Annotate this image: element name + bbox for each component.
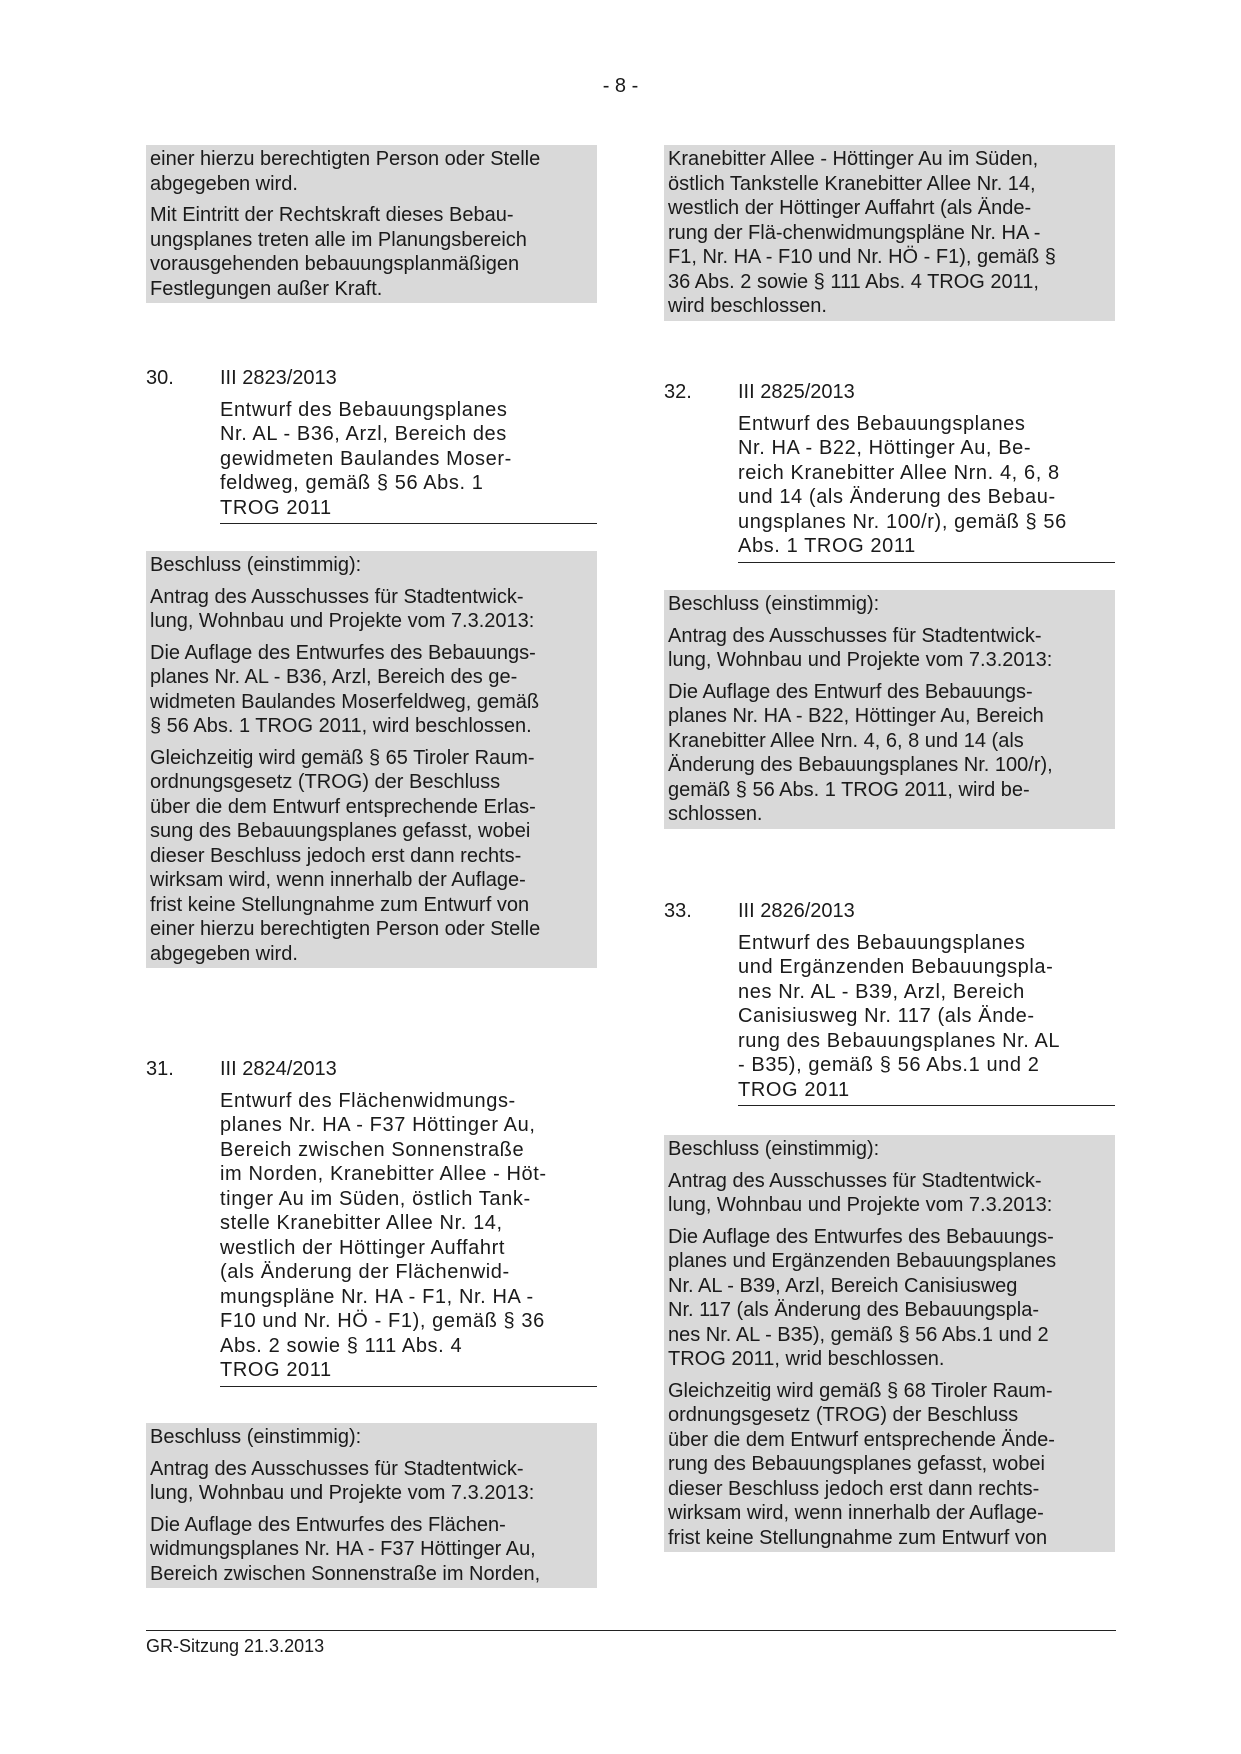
agenda-item-33 bbox=[664, 899, 1115, 1106]
continued-paragraph: einer hierzu berechtigten Person oder Stelle abgegeben wird. bbox=[150, 148, 541, 195]
agenda-item-30 bbox=[146, 366, 597, 524]
resolution-text: Gleichzeitig wird gemäß § 65 Tiroler Raum- ordnungsgesetz (TROG) der Beschluss über die dem Entwurf entsprechende Erlas- sung des Bebauungsplanes gefasst, wobei dieser Beschluss jedoch erst dann rechts- wirksam wird, wenn innerhalb der Auflage- frist keine Stellungnahme zum Entwurf von einer hierzu berechtigten Person oder Stelle abgegeben wird. bbox=[150, 746, 541, 965]
resolution-label: Beschluss (einstimmig): bbox=[668, 593, 880, 615]
agenda-item-31 bbox=[146, 1057, 597, 1387]
resolution-block-31 bbox=[146, 1423, 597, 1588]
motion-text: Antrag des Ausschusses für Stadtentwick- lung, Wohnbau und Projekte vom 7.3.2013: bbox=[668, 624, 1053, 671]
resolution-block-33 bbox=[664, 1135, 1115, 1552]
resolution-text: Gleichzeitig wird gemäß § 68 Tiroler Raum- ordnungsgesetz (TROG) der Beschluss über die dem Entwurf entsprechende Ände- rung des Bebauungsplanes gefasst, wobei dieser Beschluss jedoch erst dann rechts- wirksam wird, wenn innerhalb der Auflage- frist keine Stellungnahme zum Entwurf von bbox=[668, 1379, 1055, 1549]
item-title: Entwurf des Bebauungsplanes und Ergänzenden Bebauungspla- nes Nr. AL - B39, Arzl, Bereich Canisiusweg Nr. 117 (als Ände- rung des Bebauungsplanes Nr. AL - B35), gemäß § 56 Abs.1 und 2 TROG 2011 bbox=[738, 931, 1115, 1107]
continued-resolution-block bbox=[146, 145, 597, 303]
footer-divider bbox=[146, 1630, 1116, 1631]
resolution-label: Beschluss (einstimmig): bbox=[150, 554, 362, 576]
item-reference: III 2825/2013 bbox=[738, 381, 855, 403]
item-heading bbox=[664, 380, 1115, 405]
resolution-block-30 bbox=[146, 551, 597, 968]
item-heading bbox=[146, 1057, 597, 1082]
motion-text: Antrag des Ausschusses für Stadtentwick- lung, Wohnbau und Projekte vom 7.3.2013: bbox=[150, 1457, 535, 1504]
resolution-text: Die Auflage des Entwurf des Bebauungs- planes Nr. HA - B22, Höttinger Au, Bereich Kranebitter Allee Nrn. 4, 6, 8 und 14 (als Änderung des Bebauungsplanes Nr. 100/r), gemäß § 56 Abs. 1 TROG 2011, wird be- schlossen. bbox=[668, 680, 1053, 825]
item-number: 30. bbox=[146, 367, 174, 389]
page-number: - 8 - bbox=[602, 75, 639, 97]
item-title: Entwurf des Bebauungsplanes Nr. HA - B22, Höttinger Au, Be- reich Kranebitter Allee Nrn. 4, 6, 8 und 14 (als Änderung des Bebau- ungsplanes Nr. 100/r), gemäß § 56 Abs. 1 TROG 2011 bbox=[738, 412, 1115, 563]
motion-text: Antrag des Ausschusses für Stadtentwick- lung, Wohnbau und Projekte vom 7.3.2013: bbox=[150, 585, 535, 632]
continued-paragraph: Kranebitter Allee - Höttinger Au im Süden, östlich Tankstelle Kranebitter Allee Nr. 14, westlich der Höttinger Auffahrt (als Ände- rung der Flä-chenwidmungspläne Nr. HA - F1, Nr. HA - F10 und Nr. HÖ - F1), gemäß § 36 Abs. 2 sowie § 111 Abs. 4 TROG 2011, wird beschlossen. bbox=[668, 148, 1056, 317]
item-title: Entwurf des Bebauungsplanes Nr. AL - B36, Arzl, Bereich des gewidmeten Baulandes Moser- feldweg, gemäß § 56 Abs. 1 TROG 2011 bbox=[220, 398, 597, 525]
continued-resolution-block bbox=[664, 145, 1115, 321]
item-reference: III 2824/2013 bbox=[220, 1058, 337, 1080]
footer-session-date: GR-Sitzung 21.3.2013 bbox=[146, 1636, 325, 1656]
resolution-text: Die Auflage des Entwurfes des Flächen- widmungsplanes Nr. HA - F37 Höttinger Au, Bereich zwischen Sonnenstraße im Norden, bbox=[150, 1513, 541, 1585]
item-heading bbox=[146, 366, 597, 391]
item-number: 31. bbox=[146, 1058, 174, 1080]
motion-text: Antrag des Ausschusses für Stadtentwick- lung, Wohnbau und Projekte vom 7.3.2013: bbox=[668, 1169, 1053, 1216]
agenda-item-32 bbox=[664, 380, 1115, 563]
item-title: Entwurf des Flächenwidmungs- planes Nr. HA - F37 Höttinger Au, Bereich zwischen Sonnenstraße im Norden, Kranebitter Allee - Höt- tinger Au im Süden, östlich Tank- stelle Kranebitter Allee Nr. 14, westlich der Höttinger Auffahrt (als Änderung der Flächenwid- mungspläne Nr. HA - F1, Nr. HA - F10 und Nr. HÖ - F1), gemäß § 36 Abs. 2 sowie § 111 Abs. 4 TROG 2011 bbox=[220, 1089, 597, 1387]
resolution-text: Die Auflage des Entwurfes des Bebauungs- planes und Ergänzenden Bebauungsplanes Nr. AL - B39, Arzl, Bereich Canisiusweg Nr. 117 (als Änderung des Bebauungspla- nes Nr. AL - B35), gemäß § 56 Abs.1 und 2 TROG 2011, wrid beschlossen. bbox=[668, 1225, 1057, 1370]
item-number: 33. bbox=[664, 900, 692, 922]
item-heading bbox=[664, 899, 1115, 924]
resolution-label: Beschluss (einstimmig): bbox=[668, 1138, 880, 1160]
item-reference: III 2826/2013 bbox=[738, 900, 855, 922]
resolution-block-32 bbox=[664, 590, 1115, 829]
item-number: 32. bbox=[664, 381, 692, 403]
resolution-label: Beschluss (einstimmig): bbox=[150, 1426, 362, 1448]
resolution-text: Die Auflage des Entwurfes des Bebauungs- planes Nr. AL - B36, Arzl, Bereich des ge- widmeten Baulandes Moserfeldweg, gemäß § 56 Abs. 1 TROG 2011, wird beschlossen. bbox=[150, 641, 540, 737]
continued-paragraph: Mit Eintritt der Rechtskraft dieses Bebau- ungsplanes treten alle im Planungsbereich vorausgehenden bebauungsplanmäßigen Festlegungen außer Kraft. bbox=[150, 204, 527, 300]
item-reference: III 2823/2013 bbox=[220, 367, 337, 389]
